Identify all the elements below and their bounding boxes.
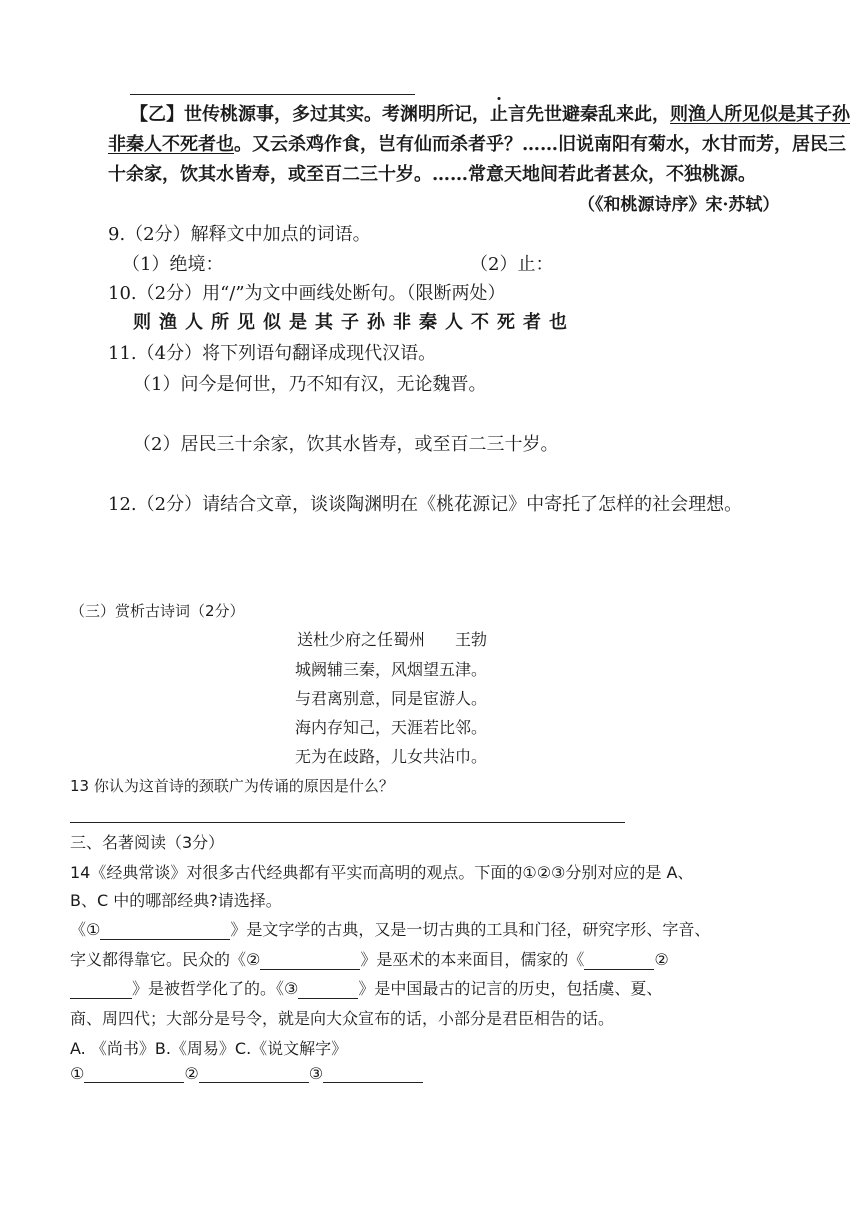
q14-line-6: 商、周四代；大部分是号令，就是向大众宣布的话，小部分是君臣相告的话。 — [70, 1009, 615, 1028]
q14-line-2: B、C 中的哪部经典?请选择。 — [70, 891, 282, 910]
poem-line-4: 无为在歧路，儿女共沾巾。 — [295, 747, 488, 766]
poem-line-3: 海内存知己，天涯若比邻。 — [295, 718, 488, 737]
passage-line-1 — [130, 100, 850, 126]
poem-line-2: 与君离别意，同是宦游人。 — [295, 689, 488, 708]
answer-1-label: ① — [70, 1064, 85, 1083]
q9-item2: （2）止： — [470, 254, 554, 275]
underlined-sentence-part1: 则渔人所见似是其子孙 — [670, 104, 850, 125]
q11-item2: （2）居民三十余家，饮其水皆寿，或至百二三十岁。 — [133, 434, 559, 455]
q12-stem: 12.（2分）请结合文章，谈谈陶渊明在《桃花源记》中寄托了怎样的社会理想。 — [108, 494, 743, 515]
answer-2-blank[interactable] — [199, 1064, 309, 1083]
poem-title: 送杜少府之任蜀州 — [297, 630, 426, 649]
q13-stem: 13 你认为这首诗的颈联广为传诵的原因是什么？ — [70, 777, 394, 795]
q14-line-5: 》是被哲学化了的。《③ 》是中国最古的记言的历史，包括虞、夏、 — [70, 976, 662, 999]
passage-text: 。又云杀鸡作食，岂有仙而杀者乎？……旧说南阳有菊水，水甘而芳，居民三 — [234, 134, 846, 155]
q13-answer-line[interactable] — [70, 822, 625, 823]
q14-line-3: 《① 》是文字学的古典，又是一切古典的工具和门径，研究字形、字音、 — [70, 920, 711, 939]
poem-author: 王勃 — [455, 630, 488, 649]
passage-line-2 — [108, 130, 846, 156]
q9-stem: 9.（2分）解释文中加点的词语。 — [108, 224, 371, 245]
passage-line-3 — [108, 160, 756, 186]
section-mingzhu-heading: 三、名著阅读（3分） — [70, 833, 225, 852]
underlined-sentence-part2: 非秦人不死者也 — [108, 134, 234, 155]
q14-answers — [70, 1064, 423, 1083]
blank-1[interactable] — [100, 921, 230, 940]
answer-2-label: ② — [184, 1064, 199, 1083]
blank-3[interactable] — [298, 980, 358, 999]
passage-text: 言先世避秦乱来此， — [508, 104, 670, 125]
poem-title-line — [297, 627, 487, 650]
passage-source: （《和桃源诗序》宋·苏轼） — [578, 195, 780, 215]
q11-stem: 11.（4分）将下列语句翻译成现代汉语。 — [108, 343, 437, 364]
q10-stem: 10.（2分）用“/”为文中画线处断句。（限断两处） — [108, 283, 506, 304]
q10-sentence: 则渔人所见似是其子孙非秦人不死者也 — [133, 312, 575, 333]
answer-1-blank[interactable] — [84, 1064, 184, 1083]
answer-3-blank[interactable] — [323, 1064, 423, 1083]
q11-item1: （1）问今是何世，乃不知有汉，无论魏晋。 — [133, 374, 487, 395]
q14-options: A. 《尚书》B.《周易》C.《说文解字》 — [70, 1039, 348, 1058]
top-rule — [130, 94, 415, 95]
passage-text: 十余家，饮其水皆寿，或至百二三十岁。……常意天地间若此者甚众，不独桃源。 — [108, 164, 756, 185]
q14-line-4: 字义都得靠它。民众的《② 》是巫术的本来面目，儒家的《 ② — [70, 950, 669, 969]
dotted-word-zhi: 止 — [490, 100, 508, 126]
q9-item1: （1）绝境： — [122, 254, 224, 275]
poem-line-1: 城阙辅三秦，风烟望五津。 — [295, 660, 488, 679]
section-poem-heading: （三）赏析古诗词（2分） — [70, 602, 245, 620]
answer-3-label: ③ — [308, 1064, 324, 1083]
blank-2[interactable] — [260, 951, 360, 970]
blank-2c[interactable] — [70, 980, 132, 999]
q14-line-1: 14《经典常谈》对很多古代经典都有平实而高明的观点。下面的①②③分别对应的是 A、 — [70, 863, 694, 882]
blank-2b[interactable] — [584, 951, 654, 970]
passage-text: 【乙】世传桃源事，多过其实。考渊明所记， — [130, 104, 490, 125]
